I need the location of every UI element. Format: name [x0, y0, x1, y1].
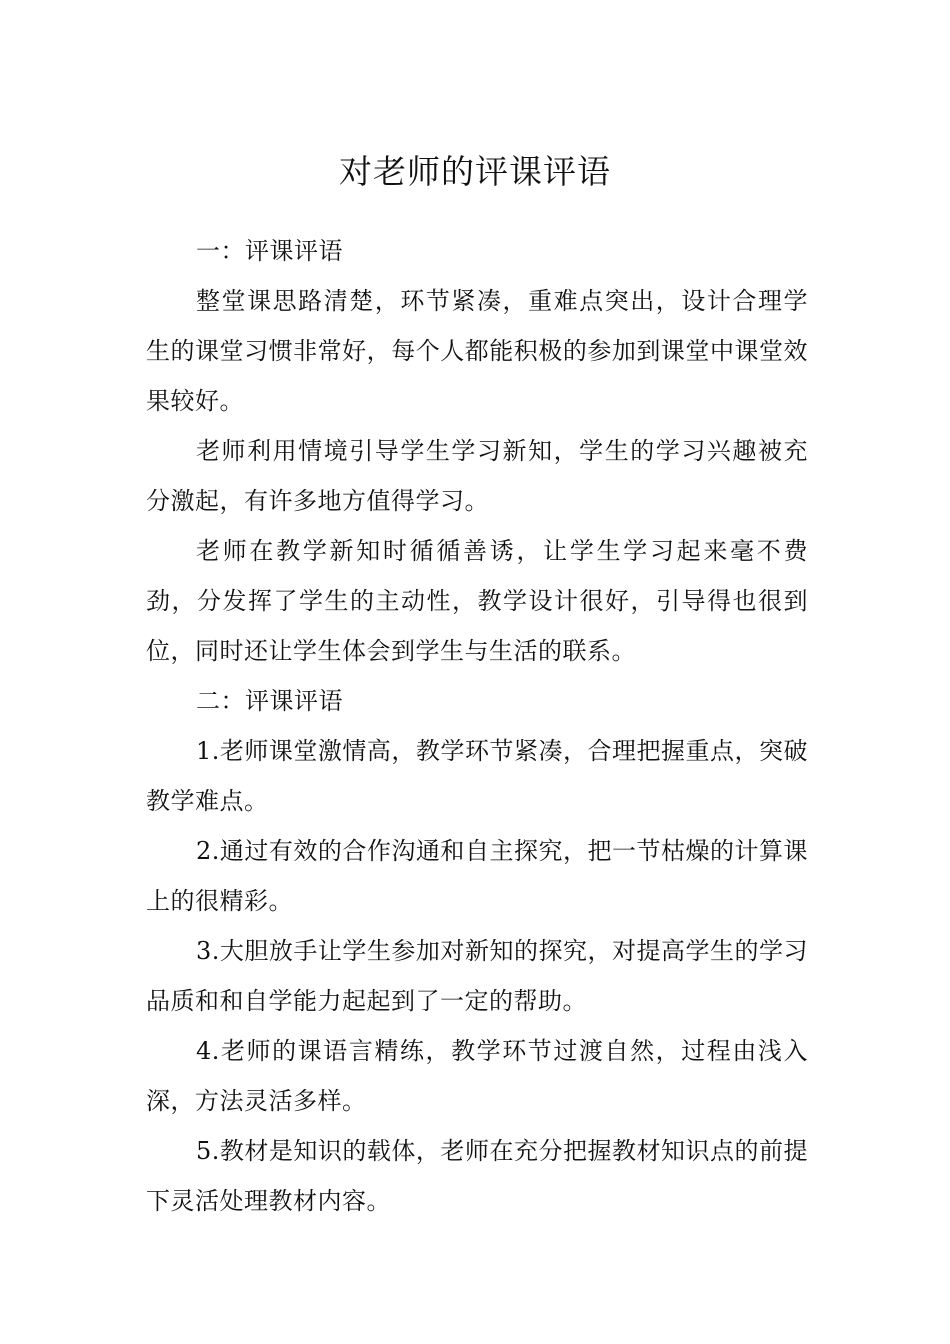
section-heading-2: 二：评课评语 — [196, 687, 343, 715]
paragraph-1: 整堂课思路清楚，环节紧凑，重难点突出，设计合理学生的课堂习惯非常好，每个人都能积极的参加到课堂中课堂效果较好。 — [146, 287, 808, 415]
section-heading-1: 一：评课评语 — [196, 237, 343, 265]
list-item-4: 4.老师的课语言精练，教学环节过渡自然，过程由浅入深，方法灵活多样。 — [146, 1037, 808, 1115]
paragraph-3: 老师在教学新知时循循善诱，让学生学习起来毫不费劲，分发挥了学生的主动性，教学设计很好，引导得也很到位，同时还让学生体会到学生与生活的联系。 — [146, 537, 808, 665]
document-title: 对老师的评课评语 — [339, 152, 611, 192]
document-body — [146, 226, 808, 1226]
list-item-3: 3.大胆放手让学生参加对新知的探究，对提高学生的学习品质和和自学能力起起到了一定的帮助。 — [146, 937, 808, 1015]
list-item-2: 2.通过有效的合作沟通和自主探究，把一节枯燥的计算课上的很精彩。 — [146, 837, 808, 915]
list-item-5: 5.教材是知识的载体，老师在充分把握教材知识点的前提下灵活处理教材内容。 — [146, 1137, 808, 1215]
list-item-1: 1.老师课堂激情高，教学环节紧凑，合理把握重点，突破教学难点。 — [146, 737, 808, 815]
paragraph-2: 老师利用情境引导学生学习新知，学生的学习兴趣被充分激起，有许多地方值得学习。 — [146, 437, 808, 515]
